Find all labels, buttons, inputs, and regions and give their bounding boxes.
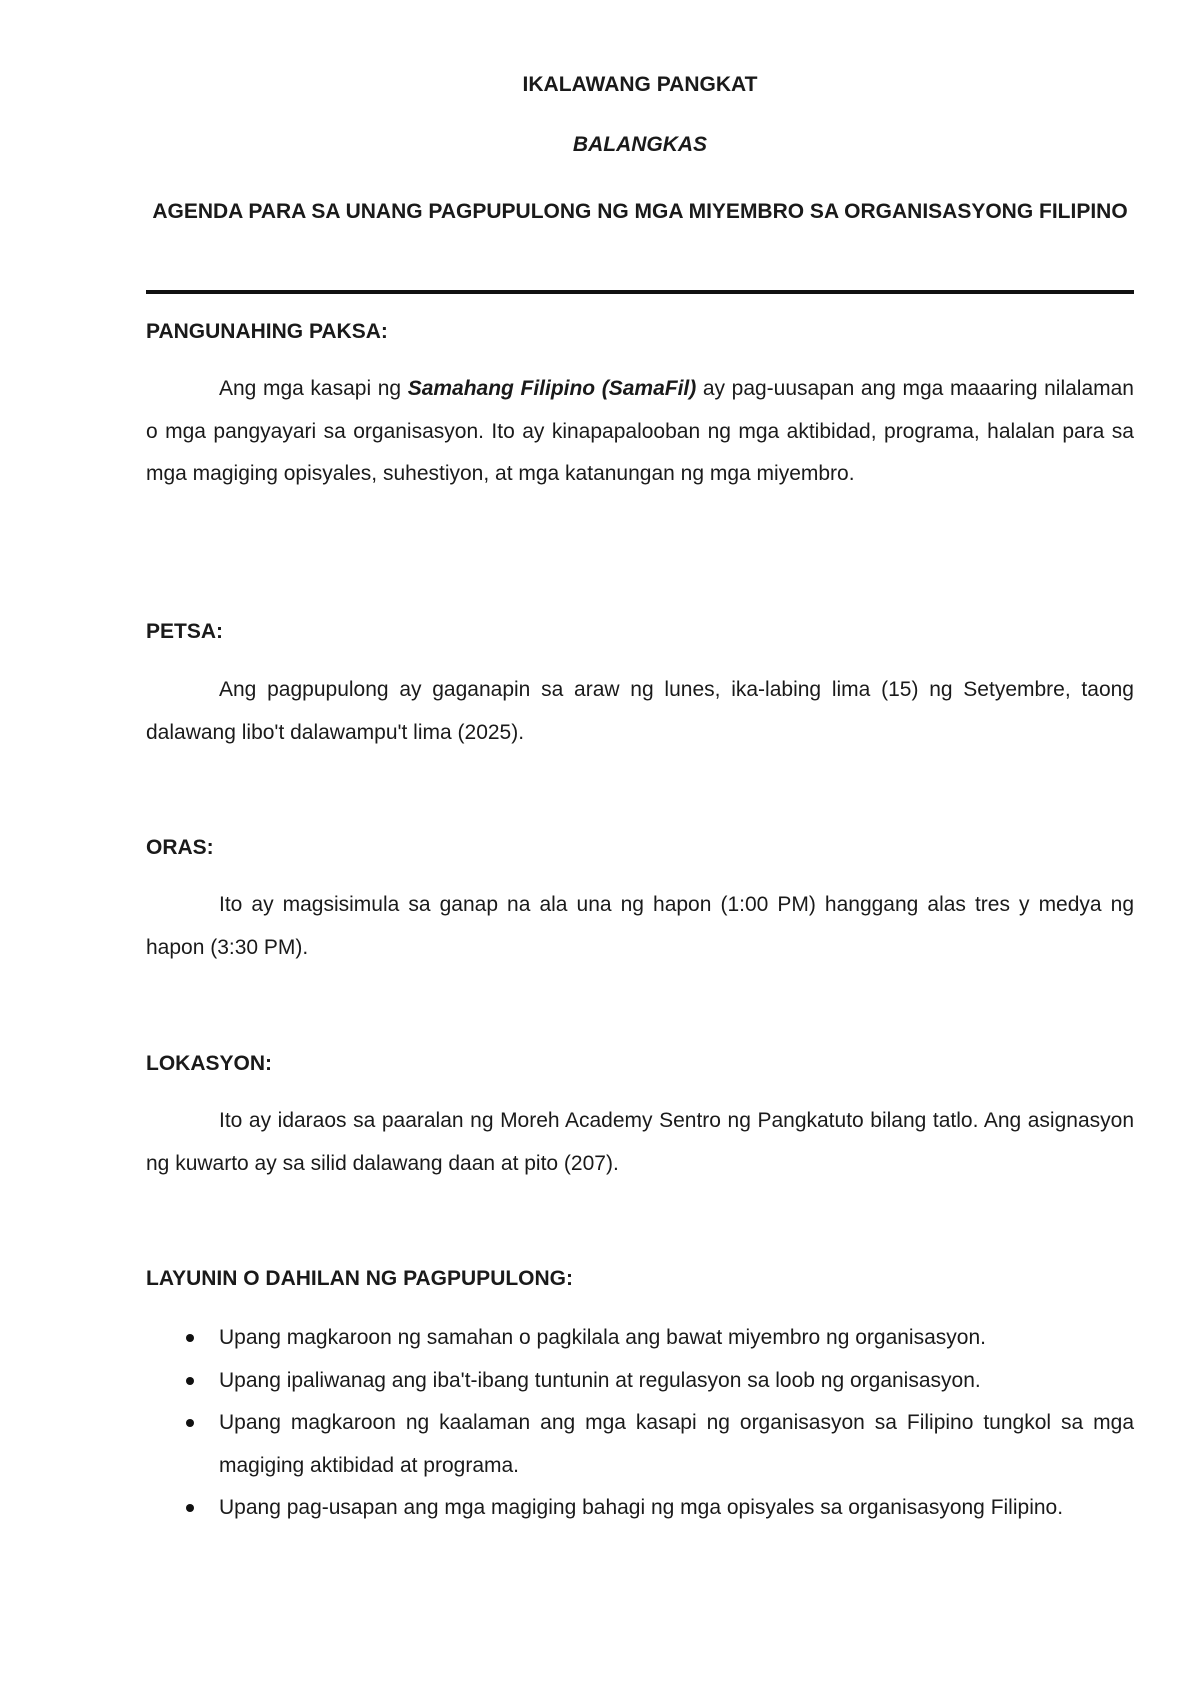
heading-lokasyon: LOKASYON: — [146, 1052, 272, 1075]
heading-petsa: PETSA: — [146, 620, 224, 643]
list-item: Upang magkaroon ng kaalaman ang mga kasapi ng organisasyon sa Filipino tungkol sa mga magiging aktibidad at programa. — [146, 1402, 1134, 1487]
list-item: Upang magkaroon ng samahan o pagkilala ang bawat miyembro ng organisasyon. — [146, 1317, 1134, 1360]
document-title: AGENDA PARA SA UNANG PAGPUPULONG NG MGA MIYEMBRO SA ORGANISASYONG FILIPINO — [152, 200, 1128, 223]
paragraph-lokasyon: Ito ay idaraos sa paaralan ng Moreh Academy Sentro ng Pangkatuto bilang tatlo. Ang asignasyon ng kuwarto ay sa silid dalawang daan at pito (207). — [146, 1109, 1134, 1175]
title-divider — [146, 290, 1134, 294]
paragraph-petsa: Ang pagpupulong ay gaganapin sa araw ng lunes, ika-labing lima (15) ng Setyembre, taong dalawang libo't dalawampu't lima (2025). — [146, 678, 1134, 744]
paragraph-oras: Ito ay magsisimula sa ganap na ala una ng hapon (1:00 PM) hanggang alas tres y medya ng hapon (3:30 PM). — [146, 893, 1134, 959]
bullet-icon — [186, 1419, 194, 1427]
paksa-text-before: Ang mga kasapi ng — [219, 377, 408, 400]
group-title: IKALAWANG PANGKAT — [522, 73, 758, 96]
heading-layunin: LAYUNIN O DAHILAN NG PAGPUPULONG: — [146, 1267, 574, 1290]
paragraph-pangunahing-paksa — [146, 368, 1134, 496]
objectives-list — [146, 1317, 1134, 1530]
heading-oras: ORAS: — [146, 836, 214, 859]
paksa-text-after: ay pag-uusapan ang mga maaaring nilalaman o mga pangyayari sa organisasyon. Ito ay kinapapalooban ng mga aktibidad, programa, halalan para sa mga magiging opisyales, suhestiyon, at mga katanungan ng mga miyembro. — [146, 377, 1134, 485]
organization-name: Samahang Filipino (SamaFil) — [407, 377, 697, 400]
bullet-icon — [186, 1334, 194, 1342]
list-item: Upang pag-usapan ang mga magiging bahagi ng mga opisyales sa organisasyong Filipino. — [146, 1487, 1134, 1530]
bullet-icon — [186, 1377, 194, 1385]
heading-pangunahing-paksa: PANGUNAHING PAKSA: — [146, 320, 388, 343]
list-item: Upang ipaliwanag ang iba't-ibang tuntunin at regulasyon sa loob ng organisasyon. — [146, 1360, 1134, 1403]
bullet-icon — [186, 1504, 194, 1512]
document-subtitle: BALANGKAS — [572, 133, 708, 156]
